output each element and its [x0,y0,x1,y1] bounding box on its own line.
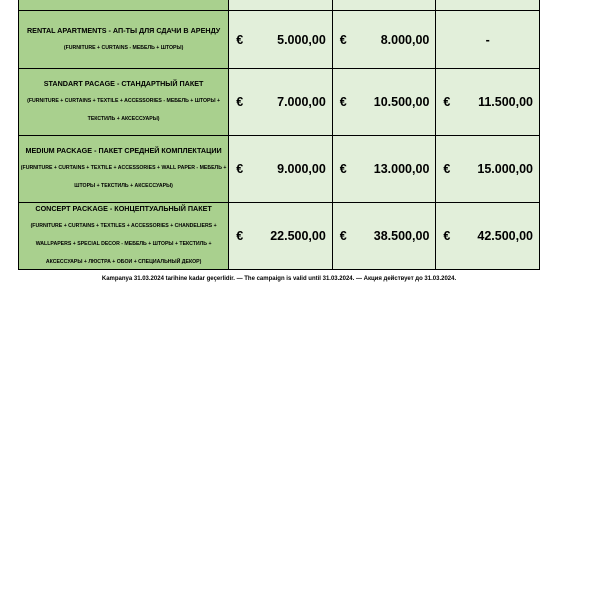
header-cell [229,0,333,11]
price-value: 22.500,00 [270,229,326,243]
package-note: (FURNITURE + CURTAINS - МЕБЕЛЬ + ШТОРЫ) [63,44,184,51]
price-value: 7.000,00 [277,95,326,109]
price-cell [436,11,540,69]
price-cell [436,69,540,136]
package-note: (FURNITURE + CURTAINS + TEXTILE + ACCESSORIES + WALL PAPER - МЕБЕЛЬ + ШТОРЫ + ТЕКСТИЛЬ + АКСЕССУАРЫ) [20,165,227,189]
euro-sign: € [339,162,347,176]
table-row [19,203,540,270]
price-value: 8.000,00 [380,32,430,47]
euro-sign: € [443,229,451,243]
package-title: MEDIUM PACKAGE - ПАКЕТ СРЕДНЕЙ КОМПЛЕКТАЦИИ [25,146,222,155]
price-cell [436,136,540,203]
table-row [19,136,540,203]
package-title: RENTAL APARTMENTS - АП-ТЫ ДЛЯ СДАЧИ В АРЕНДУ [26,25,221,35]
euro-sign: € [236,32,244,47]
euro-sign: € [443,95,451,109]
price-table [18,0,540,270]
price-cell [332,69,436,136]
price-cell [229,203,333,270]
price-value: 15.000,00 [477,162,533,176]
package-note: (FURNITURE + CURTAINS + TEXTILES + ACCESSORIES + CHANDELIERS + WALLPAPERS + SPECIAL DECOR - МЕБЕЛЬ + ШТОРЫ + ТЕКСТИЛЬ + АКСЕССУАРЫ + ЛЮСТРА + ОБОИ + СПЕЦИАЛЬНЫЙ ДЕКОР) [30,223,217,265]
price-value: 10.500,00 [373,95,430,109]
price-cell [229,136,333,203]
euro-sign: € [236,162,244,176]
euro-sign: € [339,229,347,243]
euro-sign: € [236,229,244,243]
package-title: STANDART PACAGE - СТАНДАРТНЫЙ ПАКЕТ [43,79,204,88]
euro-sign: € [339,95,347,109]
price-value: 38.500,00 [373,229,430,243]
price-value: 9.000,00 [277,162,326,176]
table-header-row [19,0,540,11]
price-cell [332,203,436,270]
package-note: (FURNITURE + CURTAINS + TEXTILE + ACCESSORIES - МЕБЕЛЬ + ШТОРЫ + ТЕКСТИЛЬ + АКСЕССУАРЫ) [27,98,221,122]
price-cell [332,136,436,203]
euro-sign: € [443,162,451,176]
header-cell [332,0,436,11]
price-cell [436,203,540,270]
campaign-validity-note: Kampanya 31.03.2024 tarihine kadar geçerlidir. — The campaign is valid until 31.03.2024. — Акция действует до 31.03.2024. [101,276,457,282]
price-value: 42.500,00 [477,229,533,243]
price-cell [332,11,436,69]
price-value: 5.000,00 [277,32,326,47]
header-cell [436,0,540,11]
package-label-cell [19,11,229,69]
euro-sign: € [236,95,244,109]
package-title: CONCEPT PACKAGE - КОНЦЕПТУАЛЬНЫЙ ПАКЕТ [35,204,212,213]
table-row [19,69,540,136]
package-label-cell [19,69,229,136]
price-value: 11.500,00 [478,95,533,109]
package-label-cell [19,203,229,270]
package-label-cell [19,136,229,203]
header-cell [19,0,229,11]
table-row [19,11,540,69]
price-cell [229,69,333,136]
price-value: 13.000,00 [373,162,430,176]
price-value: - [485,32,490,47]
price-cell [229,11,333,69]
euro-sign: € [339,32,347,47]
